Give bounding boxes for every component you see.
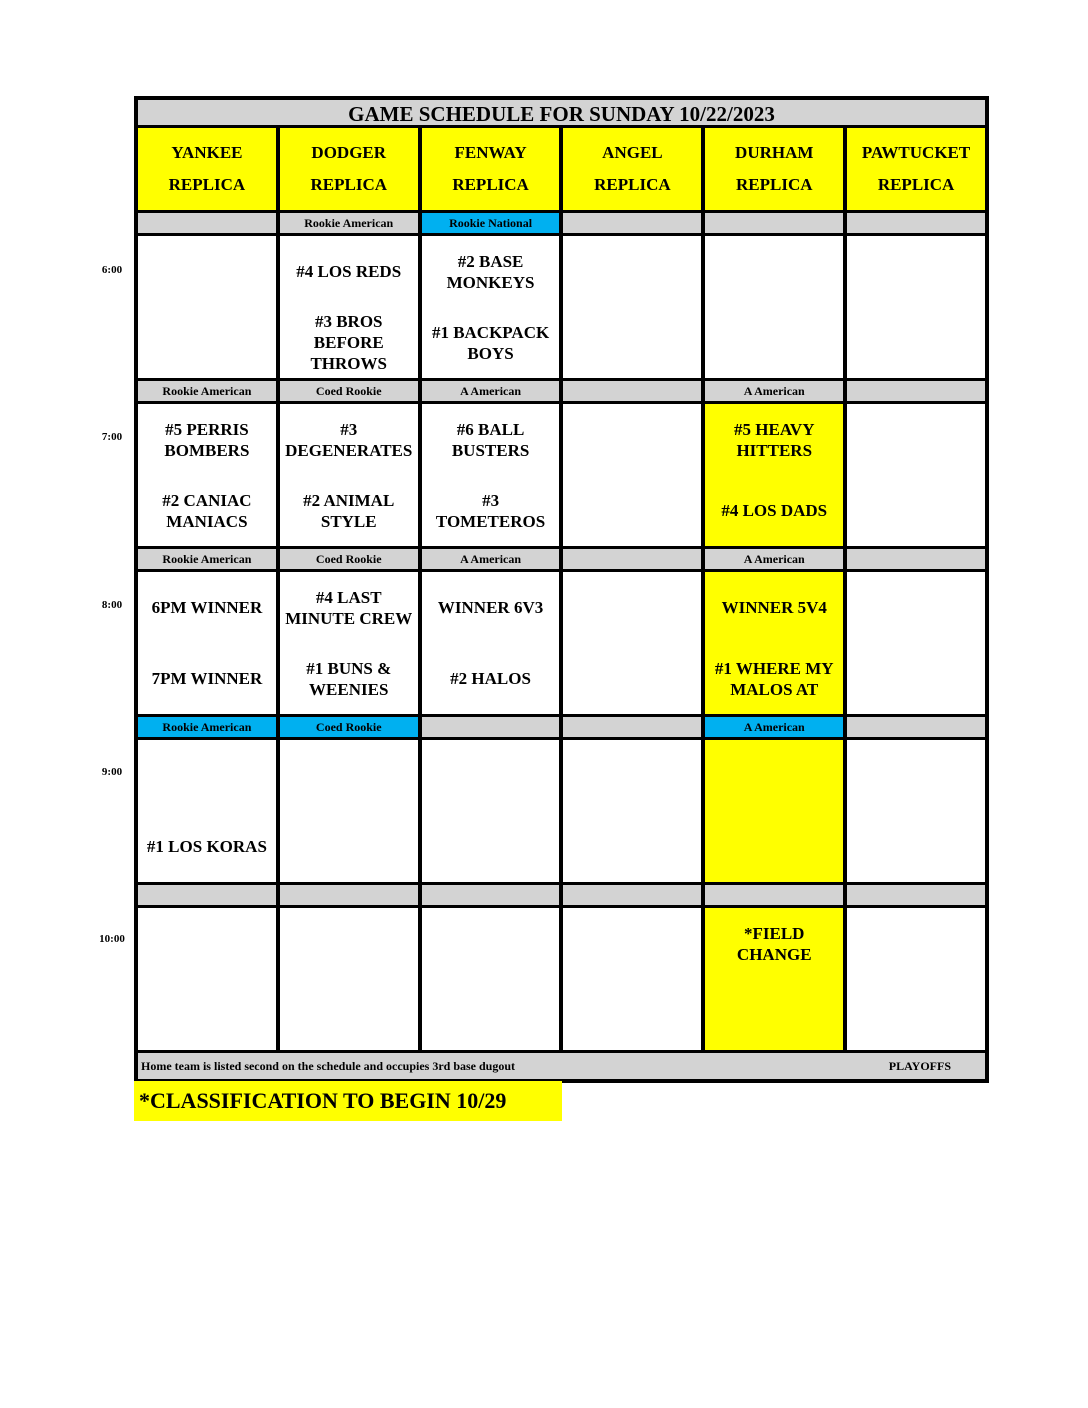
away-team: #2 BASE MONKEYS xyxy=(446,251,535,292)
division-label: A American xyxy=(705,381,843,401)
away-team: #4 LAST MINUTE CREW xyxy=(285,587,413,628)
division-label: A American xyxy=(705,549,843,569)
schedule-table xyxy=(134,96,989,1083)
field-sub: REPLICA xyxy=(310,175,387,194)
division-label xyxy=(563,717,701,737)
home-team xyxy=(138,307,276,378)
home-team xyxy=(563,811,701,882)
away-team xyxy=(422,908,560,979)
game-cell xyxy=(280,908,418,1050)
field-name: YANKEE xyxy=(171,143,243,162)
time-label: 7:00 xyxy=(101,431,123,443)
division-label xyxy=(422,717,560,737)
division-label xyxy=(705,885,843,905)
game-cell xyxy=(563,572,701,714)
time-label: 6:00 xyxy=(101,264,123,276)
playoffs-label: PLAYOFFS xyxy=(888,1059,951,1073)
division-label xyxy=(563,213,701,233)
field-name: FENWAY xyxy=(454,143,527,162)
away-team xyxy=(280,740,418,811)
home-team-note: Home team is listed second on the schedule and occupies 3rd base dugout xyxy=(141,1059,516,1073)
field-sub: REPLICA xyxy=(735,175,813,194)
game-cell xyxy=(422,572,560,714)
schedule-title: GAME SCHEDULE FOR SUNDAY 10/22/2023 xyxy=(138,100,985,128)
away-team xyxy=(705,740,843,811)
home-team xyxy=(705,307,843,378)
field-name: DURHAM xyxy=(735,143,814,162)
home-team: 7PM WINNER xyxy=(151,669,263,688)
division-label xyxy=(563,381,701,401)
away-team xyxy=(847,908,985,979)
game-cell xyxy=(563,404,701,546)
away-team xyxy=(847,740,985,811)
home-team xyxy=(705,811,843,882)
division-label: Rookie American xyxy=(280,213,418,233)
field-header xyxy=(280,128,418,210)
division-label xyxy=(422,885,560,905)
classification-note: *CLASSIFICATION TO BEGIN 10/29 xyxy=(134,1081,562,1121)
away-team xyxy=(847,236,985,307)
game-cell xyxy=(563,236,701,378)
game-cell xyxy=(705,572,843,714)
division-label: A American xyxy=(422,381,560,401)
game-cell xyxy=(280,404,418,546)
division-label xyxy=(847,549,985,569)
field-name: PAWTUCKET xyxy=(861,143,971,162)
away-team xyxy=(847,404,985,475)
schedule-footer xyxy=(138,1053,985,1079)
away-team xyxy=(563,572,701,643)
division-label xyxy=(847,885,985,905)
away-team xyxy=(705,236,843,307)
game-cell xyxy=(138,908,276,1050)
game-cell xyxy=(705,404,843,546)
division-label xyxy=(138,213,276,233)
away-team: #5 HEAVY HITTERS xyxy=(734,419,815,460)
home-team xyxy=(280,979,418,1050)
game-cell xyxy=(563,908,701,1050)
game-cell xyxy=(280,740,418,882)
away-team xyxy=(138,908,276,979)
game-cell xyxy=(138,740,276,882)
away-team: WINNER 5V4 xyxy=(721,598,827,617)
away-team: 6PM WINNER xyxy=(151,598,263,617)
field-header xyxy=(422,128,560,210)
away-team xyxy=(138,740,276,811)
home-team: #3 TOMETEROS xyxy=(435,490,546,531)
division-label xyxy=(280,885,418,905)
field-sub: REPLICA xyxy=(594,175,671,194)
game-cell xyxy=(280,572,418,714)
away-team xyxy=(422,740,560,811)
field-header xyxy=(847,128,985,210)
game-cell xyxy=(847,908,985,1050)
game-cell xyxy=(705,236,843,378)
away-team: *FIELD CHANGE xyxy=(736,923,812,964)
field-name: DODGER xyxy=(311,143,387,162)
division-label xyxy=(847,717,985,737)
away-team xyxy=(563,404,701,475)
home-team xyxy=(847,979,985,1050)
game-cell xyxy=(422,404,560,546)
game-cell xyxy=(422,236,560,378)
division-label xyxy=(563,885,701,905)
game-cell xyxy=(280,236,418,378)
home-team xyxy=(563,979,701,1050)
home-team xyxy=(563,475,701,546)
away-team: #5 PERRIS BOMBERS xyxy=(164,419,250,460)
home-team: #1 LOS KORAS xyxy=(146,837,267,856)
away-team: #6 BALL BUSTERS xyxy=(451,419,530,460)
home-team: #3 BROS BEFORE THROWS xyxy=(310,312,387,373)
away-team xyxy=(847,572,985,643)
home-team xyxy=(280,811,418,882)
game-cell xyxy=(422,908,560,1050)
time-label: 8:00 xyxy=(101,599,123,611)
away-team xyxy=(563,908,701,979)
field-sub: REPLICA xyxy=(168,175,246,194)
home-team xyxy=(847,811,985,882)
division-label xyxy=(847,381,985,401)
home-team xyxy=(847,643,985,714)
away-team: #3 DEGENERATES xyxy=(285,419,413,460)
home-team xyxy=(422,811,560,882)
division-label: Rookie National xyxy=(422,213,560,233)
away-team xyxy=(563,236,701,307)
division-label: A American xyxy=(705,717,843,737)
division-label xyxy=(705,213,843,233)
home-team: #4 LOS DADS xyxy=(721,501,828,520)
division-label xyxy=(847,213,985,233)
division-label: Rookie American xyxy=(138,717,276,737)
field-sub: REPLICA xyxy=(452,175,529,194)
division-label: Rookie American xyxy=(138,549,276,569)
game-cell xyxy=(847,572,985,714)
home-team xyxy=(138,979,276,1050)
away-team: #4 LOS REDS xyxy=(296,262,402,281)
home-team xyxy=(422,979,560,1050)
home-team: #2 CANIAC MANIACS xyxy=(162,490,252,531)
home-team: #1 BUNS & WEENIES xyxy=(306,658,392,699)
game-cell xyxy=(705,740,843,882)
home-team xyxy=(705,979,843,1050)
game-cell xyxy=(138,236,276,378)
time-label: 10:00 xyxy=(99,933,125,945)
field-name: ANGEL xyxy=(602,143,663,162)
away-team xyxy=(138,236,276,307)
home-team xyxy=(563,307,701,378)
division-label: Coed Rookie xyxy=(280,549,418,569)
game-cell xyxy=(847,236,985,378)
game-cell xyxy=(138,404,276,546)
division-label: A American xyxy=(422,549,560,569)
division-label xyxy=(138,885,276,905)
game-cell xyxy=(422,740,560,882)
field-header xyxy=(138,128,276,210)
schedule-grid xyxy=(138,128,985,1050)
away-team: WINNER 6V3 xyxy=(437,598,544,617)
field-sub: REPLICA xyxy=(877,175,955,194)
away-team xyxy=(280,908,418,979)
home-team xyxy=(847,475,985,546)
time-label: 9:00 xyxy=(101,766,123,778)
away-team xyxy=(563,740,701,811)
field-header xyxy=(705,128,843,210)
home-team xyxy=(847,307,985,378)
game-cell xyxy=(847,740,985,882)
division-label: Rookie American xyxy=(138,381,276,401)
home-team xyxy=(563,643,701,714)
field-header xyxy=(563,128,701,210)
home-team: #1 WHERE MY MALOS AT xyxy=(714,658,834,699)
home-team: #2 HALOS xyxy=(450,669,531,688)
game-cell xyxy=(705,908,843,1050)
home-team: #1 BACKPACK BOYS xyxy=(431,322,550,363)
home-team: #2 ANIMAL STYLE xyxy=(303,490,395,531)
division-label: Coed Rookie xyxy=(280,381,418,401)
game-cell xyxy=(138,572,276,714)
division-label: Coed Rookie xyxy=(280,717,418,737)
game-cell xyxy=(847,404,985,546)
game-cell xyxy=(563,740,701,882)
division-label xyxy=(563,549,701,569)
